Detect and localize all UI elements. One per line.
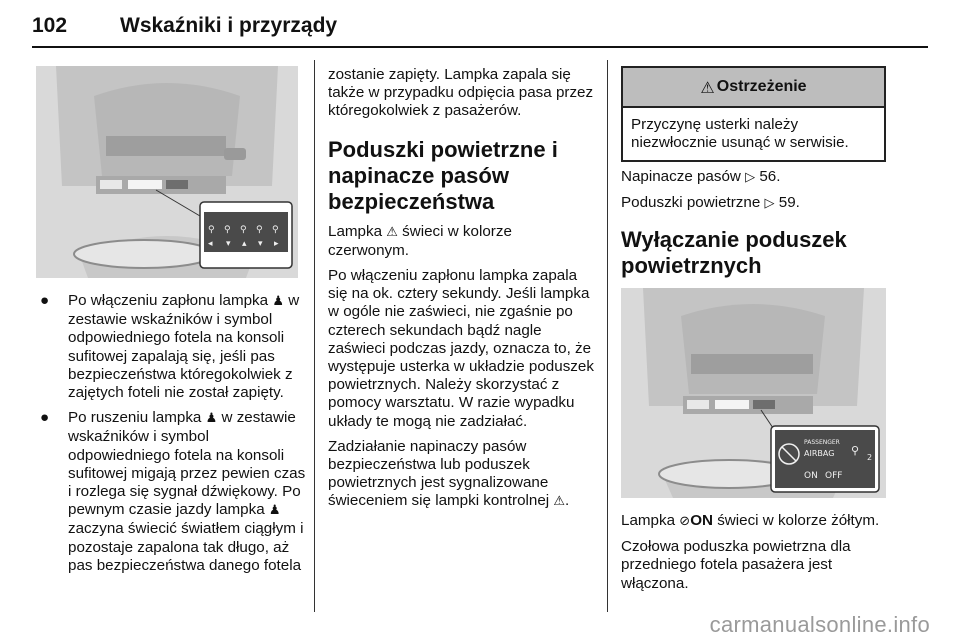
figure-overhead-console-seatbelt bbox=[36, 66, 298, 278]
header-rule bbox=[32, 46, 928, 48]
bullet-1-after: w zestawie wskaźników i symbol odpowiedniego fotela na konsoli sufitowej zapalają się, jeśli pas bezpieczeństwa któregokolwiek z zajętych foteli nie został zapięty. bbox=[68, 292, 300, 402]
paragraph bbox=[621, 512, 891, 531]
svg-text:◂: ◂ bbox=[208, 239, 213, 249]
ref-1-page: 56. bbox=[759, 168, 781, 185]
warning-text: Przyczynę usterki należy niezwłocznie usunąć w serwisie. bbox=[631, 116, 849, 152]
airbag-warning-icon: ⚠ bbox=[386, 224, 398, 240]
reference-arrow-icon: ▷ bbox=[764, 196, 775, 212]
reference-line bbox=[621, 194, 891, 213]
warning-triangle-icon: ⚠ bbox=[700, 77, 715, 97]
p3-after: . bbox=[565, 492, 570, 510]
watermark: carmanualsonline.info bbox=[709, 612, 930, 637]
figure-label-off: OFF bbox=[825, 471, 843, 481]
column-3-upper bbox=[621, 168, 891, 287]
page-number: 102 bbox=[32, 14, 68, 37]
svg-text:▾: ▾ bbox=[258, 239, 263, 249]
svg-text:▾: ▾ bbox=[226, 239, 231, 249]
bullet-dot: ● bbox=[40, 292, 50, 309]
svg-text:⚲: ⚲ bbox=[240, 225, 247, 235]
list-item bbox=[36, 409, 308, 575]
column-2 bbox=[328, 66, 594, 519]
column-divider-2 bbox=[607, 60, 608, 612]
seatbelt-icon: ♟ bbox=[272, 294, 284, 309]
svg-text:⚲: ⚲ bbox=[256, 225, 263, 235]
column-1 bbox=[36, 292, 308, 582]
figure-label-on: ON bbox=[804, 471, 818, 481]
airbag-warning-icon: ⚠ bbox=[553, 494, 566, 510]
bullet-2-middle: w zestawie wskaźników i symbol odpowiedniego fotela na konsoli sufitowej migają przez pewien czas i rozlega się sygnał dźwiękowy. Po pewnym czasie jazdy lampka bbox=[68, 409, 306, 519]
warning-box bbox=[621, 66, 886, 162]
airbag-off-icon: ⊘ bbox=[679, 514, 691, 529]
seatbelt-icon: ♟ bbox=[268, 503, 281, 519]
column-divider-1 bbox=[314, 60, 315, 612]
svg-text:⚲: ⚲ bbox=[272, 225, 279, 235]
bullet-dot: ● bbox=[40, 409, 50, 427]
paragraph: Po włączeniu zapłonu lampka zapala się na ok. cztery sekundy. Jeśli lampka w ogóle nie zaświeci, nie zgaśnie po czterech sekundach bądź nagle zaświeci podczas jazdy, oznacza to, że występuje usterka w układzie poduszek powietrznych. Należy skorzystać z pomocy warsztatu. W razie wypadku układy te mogą nie zadziałać. bbox=[328, 267, 594, 430]
column-3-lower bbox=[621, 512, 891, 600]
paragraph bbox=[328, 438, 594, 512]
ref-2-text: Poduszki powietrzne bbox=[621, 194, 761, 212]
section-heading-airbags: Poduszki powietrzne i napinacze pasów bezpieczeństwa bbox=[328, 136, 558, 214]
svg-text:⚲: ⚲ bbox=[208, 225, 215, 235]
svg-text:⚲: ⚲ bbox=[224, 225, 231, 235]
ref-1-text: Napinacze pasów bbox=[621, 168, 741, 185]
figure-label-two: 2 bbox=[867, 453, 873, 462]
paragraph bbox=[328, 223, 594, 260]
figure-label-passenger: PASSENGER bbox=[804, 439, 840, 446]
figure-label-airbag: AIRBAG bbox=[804, 449, 835, 458]
bullet-2-after: zaczyna świecić światłem ciągłym i pozostaje zapalona tak długo, aż pas bezpieczeństwa danego fotela bbox=[68, 520, 304, 574]
p3-before: Zadziałanie napinaczy pasów bezpieczeństwa lub poduszek powietrznych jest sygnalizowane świeceniem się lampki kontrolnej bbox=[328, 437, 550, 510]
p1-after: świeci w kolorze żółtym. bbox=[717, 512, 880, 529]
svg-text:⚲: ⚲ bbox=[851, 444, 860, 457]
on-label: ON bbox=[690, 512, 713, 529]
bullet-1-before: Po włączeniu zapłonu lampka bbox=[68, 292, 269, 309]
svg-text:▴: ▴ bbox=[242, 239, 247, 249]
bullet-list bbox=[36, 292, 308, 575]
paragraph-continued: zostanie zapięty. Lampka zapala się także w przypadku odpięcia pasa przez któregokolwiek z pasażerów. bbox=[328, 66, 594, 120]
paragraph: Czołowa poduszka powietrzna dla przedniego fotela pasażera jest włączona. bbox=[621, 538, 851, 592]
svg-text:▸: ▸ bbox=[274, 239, 279, 249]
figure-passenger-airbag-indicator bbox=[621, 288, 886, 498]
warning-title: Ostrzeżenie bbox=[716, 78, 807, 95]
p1-before: Lampka bbox=[621, 512, 676, 529]
warning-header bbox=[623, 68, 884, 108]
ref-2-page: 59. bbox=[778, 194, 800, 212]
list-item bbox=[36, 292, 308, 402]
reference-line bbox=[621, 168, 891, 187]
page-header bbox=[32, 10, 928, 50]
reference-arrow-icon: ▷ bbox=[745, 170, 756, 185]
section-heading-airbag-deactivation: Wyłączanie poduszek powietrznych bbox=[621, 227, 847, 279]
chapter-title: Wskaźniki i przyrządy bbox=[120, 14, 338, 37]
seatbelt-icon: ♟ bbox=[205, 411, 218, 427]
p1-after: świeci w kolorze czerwonym. bbox=[328, 222, 512, 259]
bullet-2-before: Po ruszeniu lampka bbox=[68, 409, 202, 427]
p1-before: Lampka bbox=[328, 222, 383, 240]
